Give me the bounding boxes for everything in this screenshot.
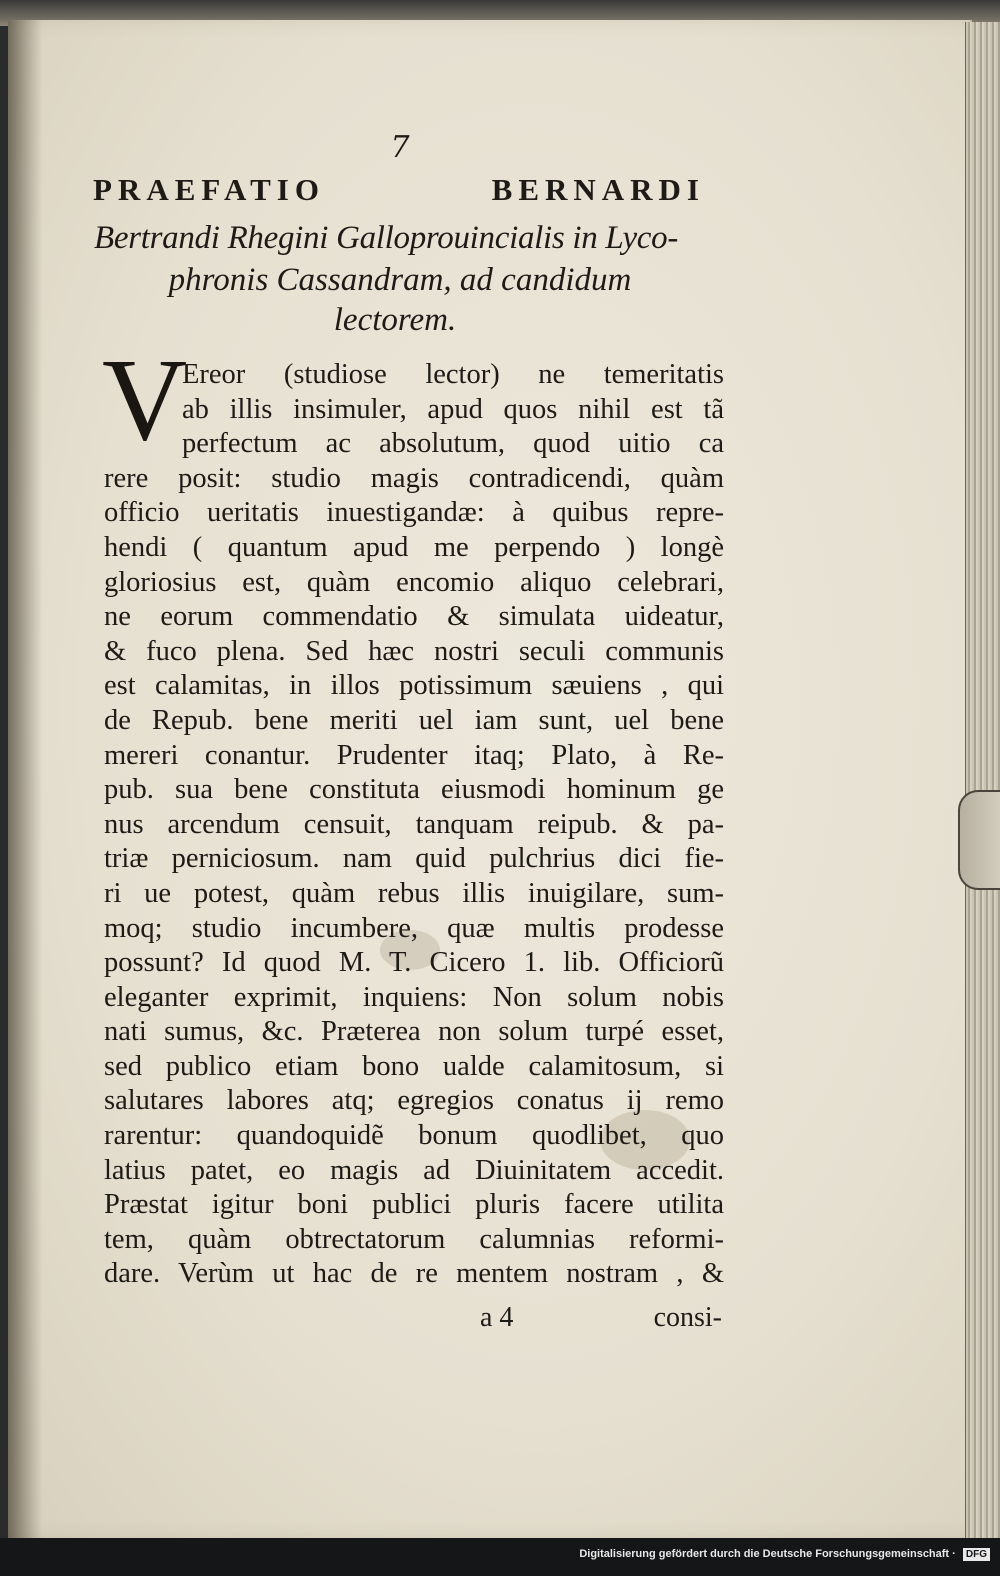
- body-text: [104, 358, 724, 1292]
- body-line: rarentur: quandoquidẽ bonum quodlibet, quo: [104, 1120, 724, 1152]
- signature-mark: a 4: [480, 1302, 514, 1333]
- body-line: gloriosius est, quàm encomio aliquo celebrari,: [104, 566, 724, 598]
- body-line: triæ perniciosum. nam quid pulchrius dici fie-: [104, 843, 724, 875]
- body-line: de Repub. bene meriti uel iam sunt, uel bene: [104, 704, 724, 736]
- body-line: eleganter exprimit, inquiens: Non solum nobis: [104, 981, 724, 1013]
- body-line: dare. Verùm ut hac de re mentem nostram , &: [104, 1258, 724, 1290]
- title-word-1: PRAEFATIO: [93, 172, 325, 207]
- body-line: Præstat igitur boni publici pluris facere utilita: [104, 1189, 724, 1221]
- body-line: tem, quàm obtrectatorum calumnias reformi-: [104, 1223, 724, 1255]
- body-line: ri ue potest, quàm rebus illis inuigilare, sum-: [104, 877, 724, 909]
- body-line: perfectum ac absolutum, quod uitio ca: [182, 428, 724, 460]
- body-line: nati sumus, &c. Præterea non solum turpé esset,: [104, 1016, 724, 1048]
- spine-shadow: [8, 20, 42, 1538]
- page-footer: [480, 1302, 730, 1342]
- body-line: mereri conantur. Prudenter itaq; Plato, à Re-: [104, 739, 724, 771]
- body-line: salutares labores atq; egregios conatus ij remo: [104, 1085, 724, 1117]
- dfg-logo: DFG: [963, 1548, 990, 1561]
- body-line: moq; studio incumbere, quæ multis prodesse: [104, 912, 724, 944]
- title-word-2: BERNARDI: [491, 172, 705, 207]
- body-line: latius patet, eo magis ad Diuinitatem accedit.: [104, 1154, 724, 1186]
- body-line: est calamitas, in illos potissimum sæuiens , qui: [104, 670, 724, 702]
- title-line-3: phronis Cassandram, ad candidum: [168, 262, 632, 298]
- body-line: possunt? Id quod M. T. Cicero 1. lib. Officiorũ: [104, 947, 724, 979]
- page-number: 7: [390, 130, 410, 165]
- body-line: hendi ( quantum apud me perpendo ) longè: [104, 531, 724, 563]
- body-line: sed publico etiam bono ualde calamitosum, si: [104, 1050, 724, 1082]
- title-caps-line: [93, 172, 705, 208]
- dfg-notice: [0, 1548, 990, 1561]
- body-line: nus arcendum censuit, tanquam reipub. & pa-: [104, 808, 724, 840]
- body-line: ne eorum commendatio & simulata uideatur,: [104, 601, 724, 633]
- body-line: rere posit: studio magis contradicendi, quàm: [104, 462, 724, 494]
- body-line: pub. sua bene constituta eiusmodi hominum ge: [104, 774, 724, 806]
- catchword: consi-: [653, 1302, 722, 1333]
- body-line: ab illis insimuler, apud quos nihil est tã: [182, 393, 724, 425]
- book-clasp: [958, 790, 1000, 890]
- page-fore-edge: [965, 22, 1000, 1538]
- drop-cap: V: [102, 334, 188, 465]
- body-line: Ereor (studiose lector) ne temeritatis: [182, 359, 724, 390]
- body-line: & fuco plena. Sed hæc nostri seculi communis: [104, 635, 724, 667]
- dfg-notice-text: Digitalisierung gefördert durch die Deutsche Forschungsgemeinschaft ·: [579, 1548, 956, 1560]
- body-line: officio ueritatis inuestigandæ: à quibus repre-: [104, 497, 724, 529]
- title-line-4: lectorem.: [333, 302, 457, 338]
- title-line-2: Bertrandi Rhegini Galloprouincialis in Lyco-: [94, 220, 679, 256]
